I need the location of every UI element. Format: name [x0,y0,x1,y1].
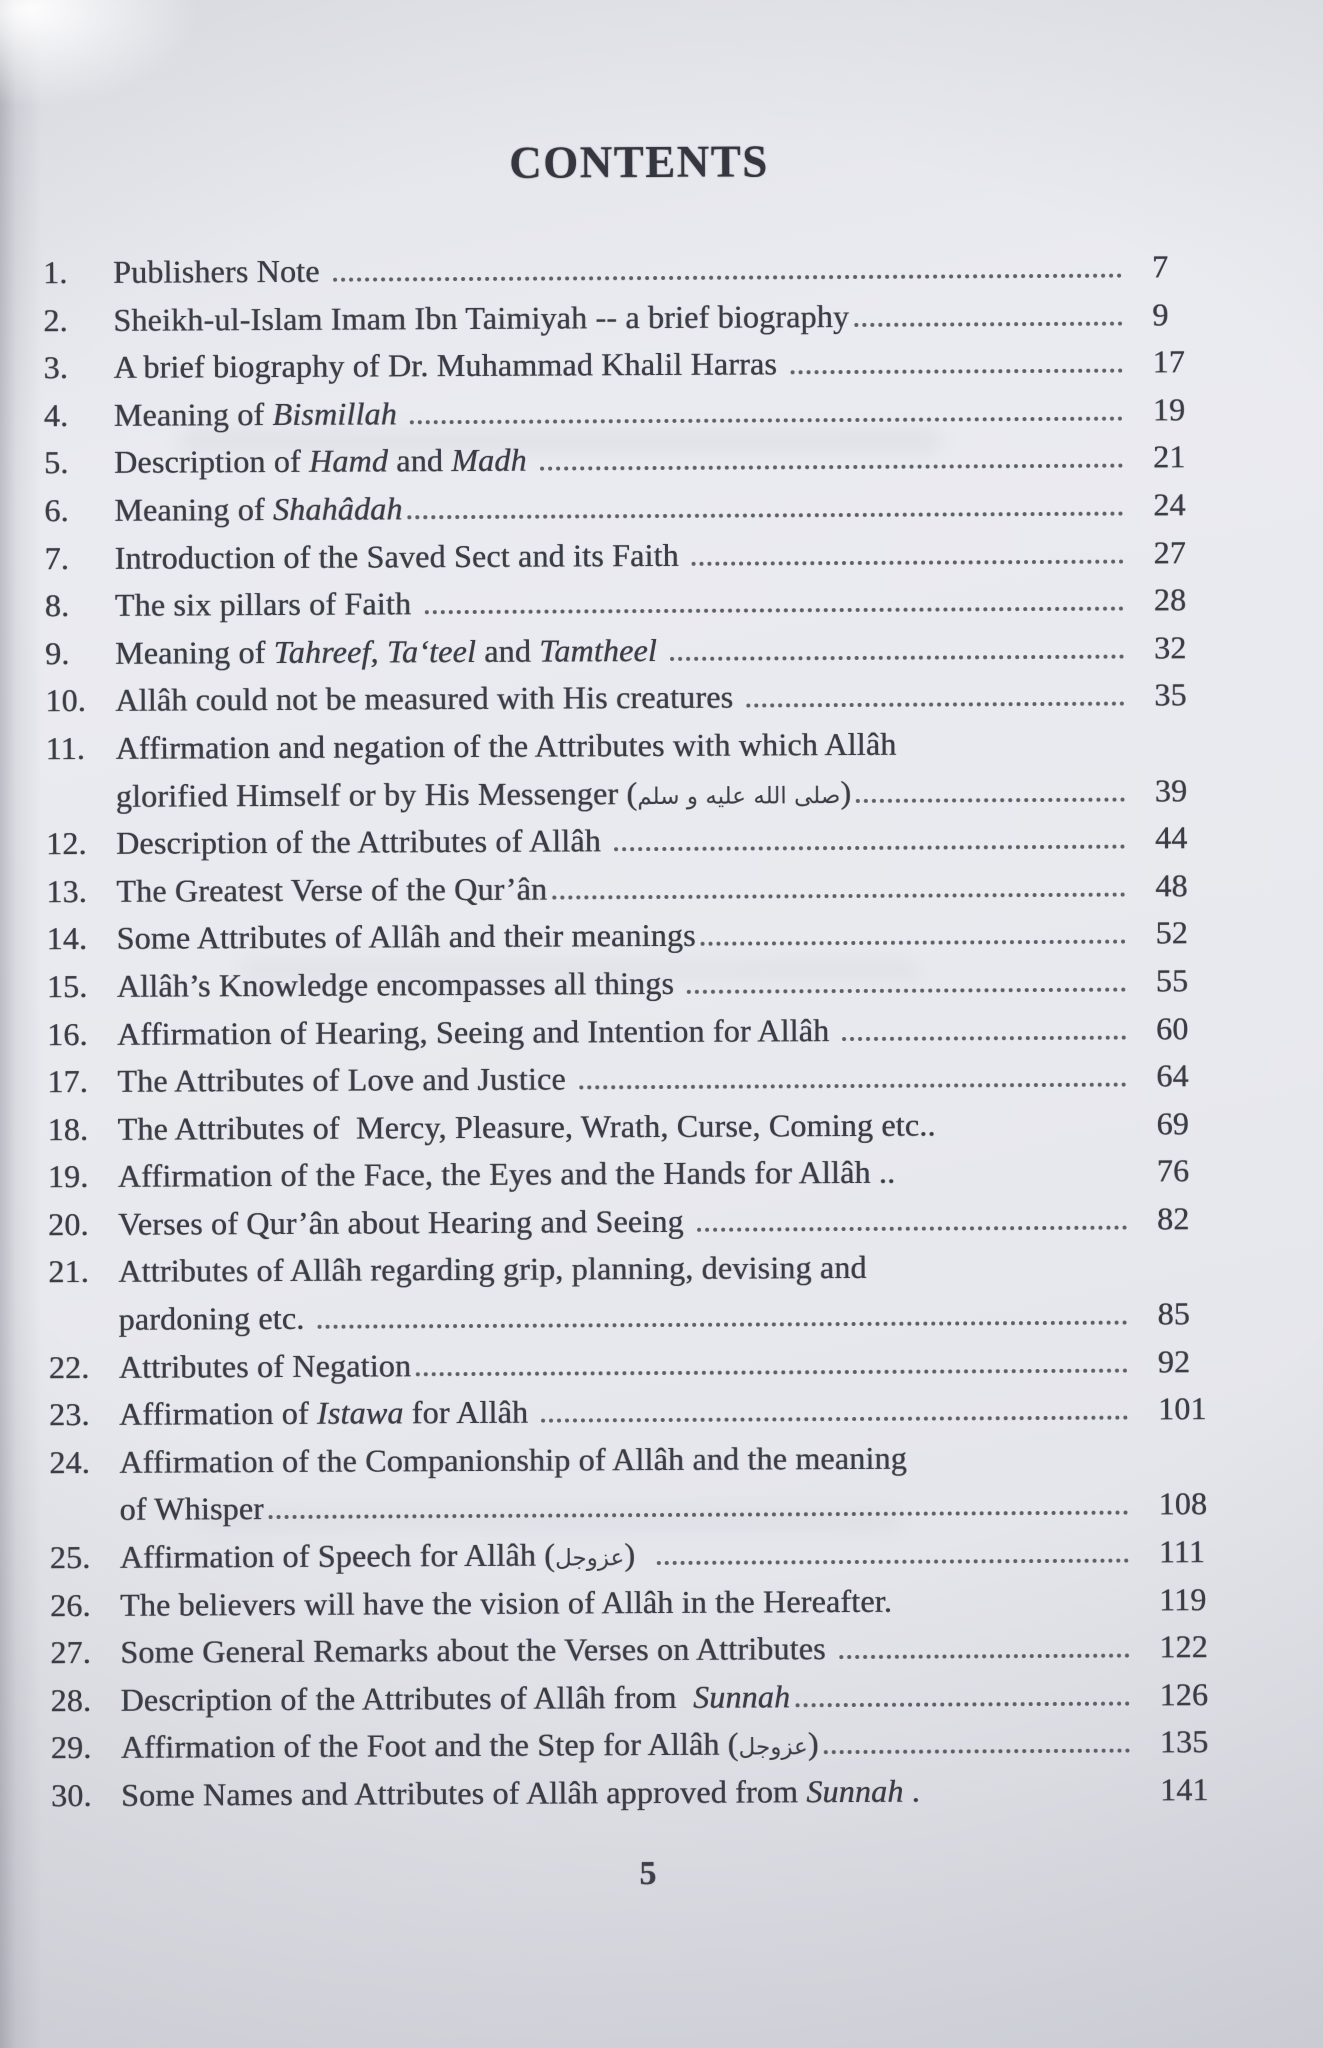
toc-entry-title [121,1721,819,1776]
toc-entry-page: 85 [1157,1295,1191,1332]
toc-title-segment-plain [397,395,405,431]
dot-leader [746,700,1124,708]
toc-entry-title [114,437,535,487]
toc-entry-number: 1. [42,254,68,291]
toc-entry-title [118,1198,692,1249]
toc-entry-title [121,1768,920,1820]
toc-entry-page: 21 [1152,438,1186,475]
toc-title-segment-plain: Affirmation of the Foot and the Step for Allâh ( [120,1726,739,1766]
toc-entry-title [114,531,687,582]
toc-title-segment-plain: Affirmation of Speech for Allâh ( [119,1536,556,1575]
toc-title-segment-plain: Meaning of [114,490,274,528]
toc-title-segment-plain: Meaning of [113,395,273,433]
toc-entry-number: 15. [46,967,88,1005]
toc-title-segment-plain: ) [840,773,852,810]
toc-title-segment-arabic: صلى الله عليه و سلم [637,782,841,810]
toc-title-segment-italic: Hamd [308,442,389,480]
toc-entry-page: 19 [1152,391,1186,428]
toc-title-segment-italic: Madh [451,442,527,479]
toc-title-segment-plain: glorified Himself or by His Messenger ( [115,774,638,814]
toc-entry-page: 7 [1151,248,1169,285]
toc-entry-title [118,1149,896,1201]
toc-list [43,243,1244,1820]
dot-leader [410,414,1123,424]
toc-entry-line [45,671,1238,725]
toc-entry-line [45,719,1238,773]
toc-entry-title [120,1531,652,1585]
toc-entry-title [117,1007,838,1058]
toc-entry-number: 11. [45,729,86,767]
toc-entry-page: 135 [1159,1723,1209,1760]
toc-entry-line [47,957,1240,1011]
toc-entry-page: 28 [1153,581,1187,618]
dot-leader [843,1033,1127,1040]
toc-title-segment-plain: for Allâh [403,1393,537,1431]
toc-entry-number: 23. [48,1396,90,1433]
toc-entry-line [44,481,1237,535]
toc-entry-line [47,1052,1240,1106]
toc-entry-number: 7. [44,539,70,576]
dot-leader [795,1699,1129,1707]
toc-entry-number: 14. [46,920,88,957]
toc-entry-line [49,1385,1242,1439]
toc-entry-number: 12. [45,825,87,862]
dot-leader [424,605,1124,615]
toc-entry-line [43,291,1236,345]
toc-entry-line [45,624,1238,678]
dot-leader [318,1319,1128,1329]
toc-entry-line [44,433,1237,487]
toc-title-segment-plain: The Attributes of Mercy, Pleasure, Wrath, Curse, Coming etc.. [117,1106,936,1147]
toc-entry-number: 13. [46,872,87,909]
dot-leader [824,1747,1130,1755]
toc-entry-line [50,1671,1243,1725]
toc-title-segment-plain [527,442,535,478]
toc-entry-page: 9 [1152,295,1169,333]
toc-title-segment-italic: Bismillah [272,395,397,432]
dot-leader [854,319,1122,326]
toc-entry-line [51,1766,1244,1820]
toc-title-segment-italic: Sunnah [806,1772,904,1810]
toc-entry-title [115,627,665,677]
toc-entry-line [44,529,1237,583]
dot-leader [697,1223,1127,1231]
toc-entry-line [45,576,1238,630]
toc-entry-title [116,769,852,824]
toc-entry-number: 26. [49,1586,91,1623]
toc-title-segment-plain: ) [807,1725,819,1762]
toc-title-segment-plain: Description of the Attributes of Allâh [115,822,610,861]
toc-entry-number: 25. [49,1539,91,1576]
toc-title-segment-plain: Allâh could not be measured with His creatures [115,678,742,719]
dot-leader [670,652,1124,660]
toc-entry-page: 82 [1156,1200,1190,1237]
dot-leader [839,1652,1129,1660]
dot-leader [692,557,1124,565]
toc-entry-title [115,721,896,773]
toc-title-segment-plain: Attributes of Negation [118,1346,412,1385]
toc-title-segment-plain: The Attributes of Love and Justice [117,1060,575,1099]
toc-title-segment-plain: pardoning etc. [118,1299,313,1337]
toc-title-segment-italic: Shahâdah [272,490,403,527]
toc-title-segment-plain: ) [624,1536,652,1573]
toc-entry-page: 35 [1154,676,1187,713]
toc-entry-title [119,1435,907,1487]
toc-entry-number: 28. [50,1681,92,1719]
toc-entry-page: 69 [1156,1104,1190,1142]
toc-entry-title [118,1295,312,1344]
page-title: CONTENTS [509,136,769,188]
toc-entry-page: 92 [1157,1342,1191,1380]
toc-entry-number: 8. [44,587,70,624]
toc-entry-number: 3. [43,349,69,386]
toc-entry-page: 44 [1154,819,1188,856]
toc-entry-number: 5. [43,444,69,481]
dot-leader [790,367,1122,375]
toc-entry-page: 122 [1159,1628,1208,1665]
toc-title-segment-plain: and [475,632,540,669]
toc-title-segment-plain: The believers will have the vision of Allâh in the Hereafter. [119,1582,893,1623]
toc-title-segment-plain: Sheikh-ul-Islam Imam Ibn Taimiyah -- a brief biography [113,297,850,338]
toc-entry-line [48,1147,1241,1201]
toc-title-segment-arabic: عزوجل [554,1545,625,1572]
toc-title-segment-plain: Verses of Qur’ân about Hearing and Seeing [117,1202,692,1242]
toc-entry-line [44,386,1237,440]
dot-leader [614,843,1125,852]
toc-entry-line [51,1718,1244,1772]
toc-entry-number: 19. [47,1158,89,1195]
toc-entry-page: 141 [1159,1771,1209,1808]
toc-title-segment-plain: Affirmation of Hearing, Seeing and Intention for Allâh [116,1011,838,1052]
toc-entry-page: 17 [1152,343,1186,380]
toc-entry-page: 108 [1158,1485,1208,1522]
toc-title-segment-italic: Istawa [316,1394,404,1432]
toc-entry-page: 64 [1156,1057,1189,1094]
toc-title-segment-plain: Affirmation of the Face, the Eyes and the Hands for Allâh .. [117,1154,896,1195]
dot-leader [408,510,1124,520]
toc-entry-number: 4. [43,396,69,434]
toc-entry-number: 17. [47,1063,88,1100]
dot-leader [579,1081,1126,1090]
toc-title-segment-plain: Introduction of the Saved Sect and its Faith [114,536,688,576]
toc-title-segment-plain: and [387,442,452,479]
toc-entry-page: 32 [1153,628,1187,666]
toc-entry-page: 55 [1155,962,1189,999]
toc-entry-line [48,1290,1241,1344]
toc-title-segment-plain: The six pillars of Faith [114,585,420,624]
toc-entry-number: 18. [47,1110,89,1147]
toc-title-segment-italic: Tahreef, Ta‘teel [273,632,477,670]
toc-title-segment-plain: Description of [113,443,310,481]
toc-entry-title [118,1244,867,1296]
toc-title-segment-italic: Sunnah [692,1678,791,1715]
toc-entry-line [43,243,1236,297]
dot-leader [657,1557,1129,1565]
toc-entry-number: 2. [43,301,68,338]
toc-entry-line [48,1242,1241,1296]
toc-title-segment-plain: . [903,1772,920,1809]
toc-entry-title [119,1486,264,1534]
toc-title-segment-plain [657,632,665,668]
toc-entry-line [46,862,1239,916]
toc-entry-number: 21. [48,1253,89,1290]
toc-entry-title [114,485,402,534]
toc-title-segment-italic: Tamtheel [539,631,658,669]
toc-title-segment-plain: of Whisper [119,1490,265,1528]
toc-entry-page: 48 [1155,866,1188,904]
toc-entry-number: 30. [50,1776,92,1814]
toc-entry-page: 52 [1155,914,1189,951]
toc-entry-number: 29. [50,1729,92,1766]
toc-entry-line [50,1528,1243,1582]
toc-entry-line [46,814,1239,868]
toc-title-segment-plain: Allâh’s Knowledge encompasses all things [116,964,683,1004]
toc-entry-title [115,674,741,725]
toc-entry-title [120,1673,790,1724]
toc-entry-line [46,767,1239,821]
toc-entry-number: 22. [48,1348,90,1385]
toc-entry-title [119,1389,537,1439]
toc-entry-title [120,1625,834,1676]
toc-entry-title [116,865,547,915]
toc-entry-number: 10. [45,682,87,719]
toc-entry-title [119,1342,412,1391]
toc-entry-title [114,390,406,439]
toc-entry-page: 24 [1153,486,1186,523]
toc-entry-page: 60 [1155,1009,1189,1046]
toc-entry-title [116,817,609,867]
toc-entry-line [46,909,1239,963]
dot-leader [540,462,1123,471]
dot-leader [552,890,1125,899]
toc-entry-line [49,1480,1242,1534]
toc-entry-title [117,1101,935,1153]
dot-leader [701,938,1126,946]
toc-entry-title [120,1577,892,1629]
toc-entry-title [113,341,785,392]
toc-entry-title [117,960,683,1011]
toc-entry-line [49,1433,1242,1487]
toc-title-segment-plain: The Greatest Verse of the Qur’ân [116,870,548,909]
toc-entry-title [116,912,695,963]
toc-title-segment-plain: Affirmation of the Companionship of Allâh and the meaning [119,1439,907,1480]
toc-entry-line [50,1576,1243,1630]
toc-entry-title [117,1056,574,1106]
dot-leader [541,1414,1128,1423]
toc-entry-title [113,293,849,344]
toc-title-segment-plain: Description of the Attributes of Allâh from [120,1678,694,1718]
toc-entry-title [113,248,328,297]
page-number: 5 [639,1855,657,1893]
toc-title-segment-arabic: عزوجل [738,1734,808,1762]
toc-entry-number: 9. [44,634,70,671]
dot-leader [687,985,1126,993]
toc-entry-title [115,580,420,629]
toc-entry-line [43,338,1236,392]
toc-entry-page: 76 [1156,1152,1190,1189]
toc-title-segment-plain: Some Names and Attributes of Allâh approved from [120,1773,807,1813]
dot-leader [416,1366,1128,1376]
toc-entry-line [47,1004,1240,1058]
toc-title-segment-plain: Affirmation of [118,1395,318,1433]
dot-leader [269,1509,1129,1520]
toc-title-segment-plain: Attributes of Allâh regarding grip, planning, devising and [118,1249,867,1290]
toc-entry-line [49,1338,1242,1392]
toc-title-segment-plain: Meaning of [114,633,274,671]
toc-entry-line [47,1100,1240,1154]
toc-entry-page: 39 [1154,771,1188,808]
toc-entry-number: 27. [50,1634,91,1671]
toc-entry-page: 101 [1157,1390,1207,1427]
toc-entry-line [50,1623,1243,1677]
toc-entry-page: 119 [1158,1580,1207,1618]
dot-leader [333,272,1122,282]
toc-title-segment-plain: Some General Remarks about the Verses on Attributes [120,1630,835,1671]
toc-entry-page: 27 [1153,533,1187,570]
toc-entry-page: 111 [1158,1533,1206,1570]
dot-leader [856,795,1125,802]
toc-title-segment-plain: A brief biography of Dr. Muhammad Khalil Harras [113,345,786,386]
toc-title-segment-plain: Some Attributes of Allâh and their meanings [116,917,696,957]
toc-entry-number: 16. [46,1015,88,1052]
toc-entry-number: 24. [49,1443,90,1481]
toc-entry-line [48,1195,1241,1249]
toc-entry-page: 126 [1159,1675,1209,1713]
toc-title-segment-plain: Publishers Note [112,252,328,290]
toc-entry-number: 20. [47,1205,89,1243]
toc-title-segment-plain: Affirmation and negation of the Attributes with which Allâh [115,725,897,766]
toc-entry-number: 6. [44,492,69,529]
